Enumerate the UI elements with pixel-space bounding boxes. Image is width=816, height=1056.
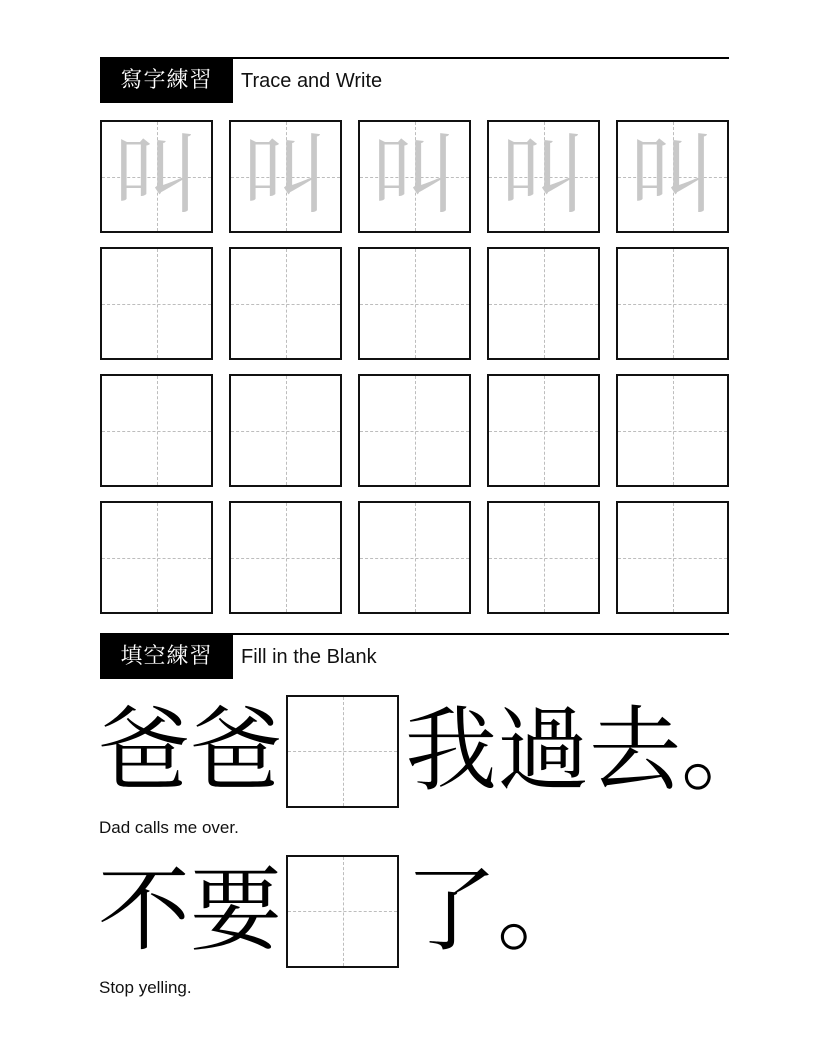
trace-character: 叫 [371, 126, 458, 226]
sentence-1-translation: Dad calls me over. [99, 818, 239, 837]
practice-box[interactable] [100, 501, 213, 614]
sentence-2-before: 不要 [98, 857, 283, 964]
fill-sentence-2 [98, 853, 589, 969]
fill-section-header [100, 633, 729, 679]
practice-box[interactable] [229, 247, 342, 360]
practice-box[interactable] [100, 120, 213, 233]
practice-box[interactable] [229, 501, 342, 614]
practice-box[interactable] [100, 374, 213, 487]
sentence-2-after: 了。 [405, 857, 590, 964]
practice-box[interactable] [487, 247, 600, 360]
sentence-1-after: 我過去。 [405, 697, 774, 804]
sentence-2-blank-box[interactable] [286, 855, 399, 968]
practice-box[interactable] [229, 120, 342, 233]
practice-box[interactable] [358, 374, 471, 487]
trace-section-header [100, 57, 729, 103]
practice-box[interactable] [100, 247, 213, 360]
sentence-1-blank-box[interactable] [286, 695, 399, 808]
practice-box[interactable] [358, 120, 471, 233]
sentence-2-translation: Stop yelling. [99, 978, 192, 997]
practice-box[interactable] [358, 247, 471, 360]
practice-box[interactable] [616, 374, 729, 487]
practice-box[interactable] [487, 501, 600, 614]
practice-box[interactable] [616, 120, 729, 233]
trace-section-label-en: Trace and Write [241, 70, 383, 92]
fill-section-label-zh: 填空練習 [100, 635, 233, 679]
trace-character: 叫 [500, 126, 587, 226]
fill-section-label-en: Fill in the Blank [241, 646, 377, 668]
sentence-1-before: 爸爸 [98, 697, 283, 804]
practice-box[interactable] [487, 120, 600, 233]
trace-character: 叫 [113, 126, 200, 226]
practice-box[interactable] [616, 247, 729, 360]
trace-character: 叫 [629, 126, 716, 226]
practice-box[interactable] [487, 374, 600, 487]
trace-section-label-zh: 寫字練習 [100, 59, 233, 103]
practice-box[interactable] [229, 374, 342, 487]
practice-box[interactable] [616, 501, 729, 614]
practice-box[interactable] [358, 501, 471, 614]
trace-character: 叫 [242, 126, 329, 226]
fill-sentence-1 [98, 693, 773, 809]
